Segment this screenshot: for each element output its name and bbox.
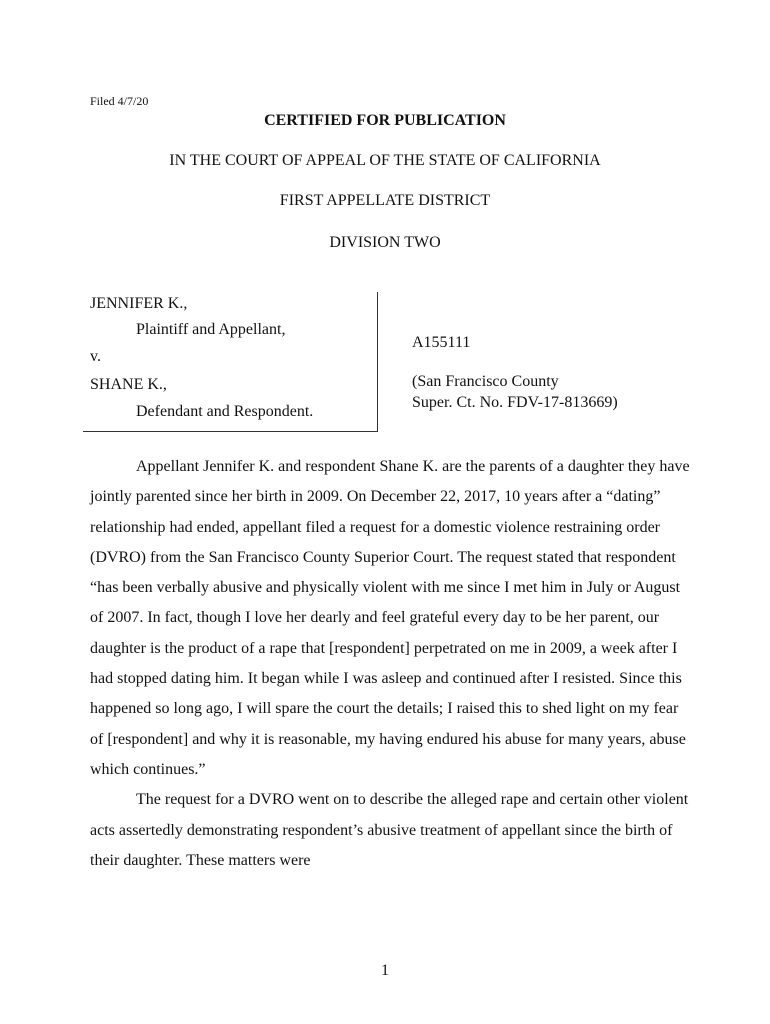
defendant-role: Defendant and Respondent. <box>136 403 314 420</box>
paragraph-1: Appellant Jennifer K. and respondent Shane K. are the parents of a daughter they have jointly parented since her birth in 2009. On December 22, 2017, 10 years after a “dating” relationship had ended, appellant filed a request for a domestic violence restraining order (DVRO) from the San Francisco County Superior Court. The request stated that respondent “has been verbally abusive and physically violent with me since I met him in July or August of 2007. In fact, though I love her dearly and feel grateful every day to be her parent, our daughter is the product of a rape that [respondent] perpetrated on me in 2009, a week after I had stopped dating him. It began while I was asleep and continued after I resisted. Since this happened so long ago, I will spare the court the details; I raised this to shed light on my fear of [respondent] and why it is reasonable, my having endured his abuse for many years, abuse which continues.” <box>90 458 690 778</box>
court-heading: IN THE COURT OF APPEAL OF THE STATE OF CALIFORNIA <box>169 152 601 169</box>
versus-label: v. <box>90 348 101 365</box>
defendant-name: SHANE K., <box>90 376 167 393</box>
superior-court-number: Super. Ct. No. FDV-17-813669) <box>412 394 618 411</box>
case-caption-parties <box>83 292 378 432</box>
county-label: (San Francisco County <box>412 373 559 390</box>
opinion-body <box>90 452 690 876</box>
plaintiff-role: Plaintiff and Appellant, <box>136 321 286 338</box>
page-number: 1 <box>381 962 389 979</box>
filed-date: Filed 4/7/20 <box>90 94 149 108</box>
plaintiff-name: JENNIFER K., <box>90 295 188 312</box>
case-number: A155111 <box>412 334 471 351</box>
certified-heading: CERTIFIED FOR PUBLICATION <box>264 112 506 129</box>
paragraph-2: The request for a DVRO went on to describe the alleged rape and certain other violent acts assertedly demonstrating respondent’s abusive treatment of appellant since the birth of their daughter. These matters were <box>90 791 689 869</box>
district-heading: FIRST APPELLATE DISTRICT <box>279 192 491 209</box>
division-heading: DIVISION TWO <box>329 234 441 251</box>
